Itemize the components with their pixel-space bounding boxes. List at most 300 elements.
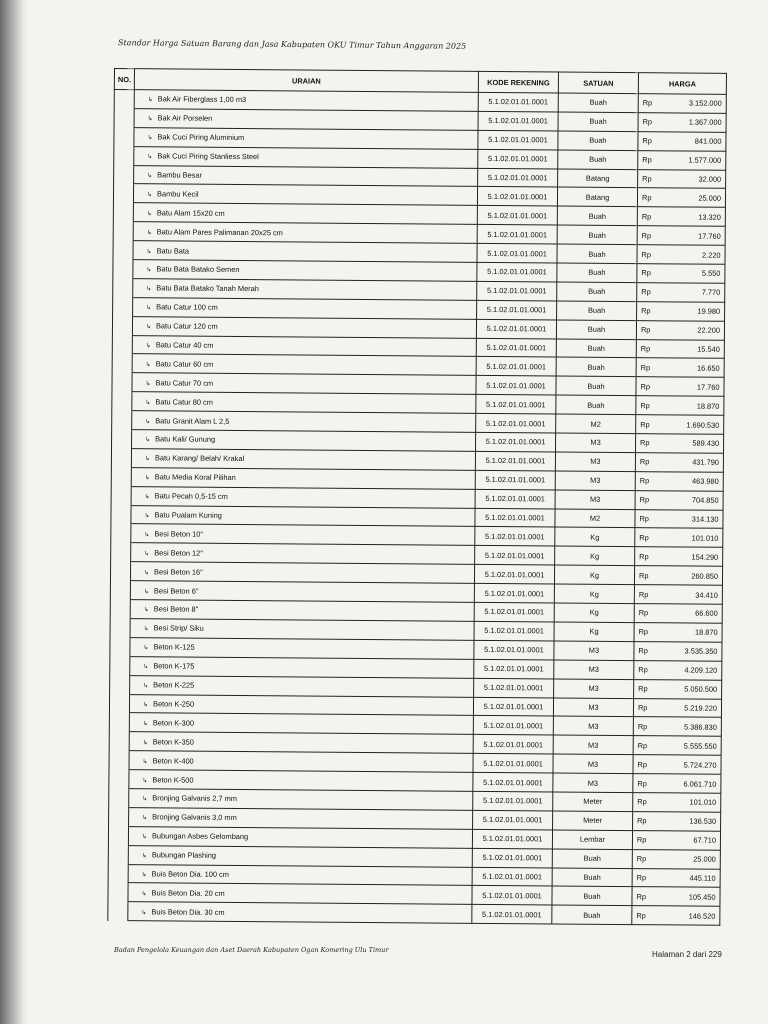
row-uraian-text: Bak Air Porselen xyxy=(157,113,213,124)
row-bullet-icon: ↳ xyxy=(147,135,153,142)
row-no-cell xyxy=(110,675,130,694)
price-table-container xyxy=(107,68,726,935)
row-harga: 445.110 xyxy=(658,868,720,887)
row-currency: Rp xyxy=(634,679,660,698)
row-no-cell xyxy=(111,486,131,505)
row-satuan: Buah xyxy=(556,320,636,340)
row-uraian-text: Beton K-125 xyxy=(153,642,195,652)
row-no-cell xyxy=(113,184,133,203)
row-currency: Rp xyxy=(633,793,659,812)
row-currency: Rp xyxy=(633,755,659,774)
row-kode-rekening: 5.1.02.01.01.0001 xyxy=(472,829,552,849)
row-kode-rekening: 5.1.02.01.01.0001 xyxy=(474,584,554,604)
row-bullet-icon: ↳ xyxy=(145,437,151,444)
row-no-cell xyxy=(111,505,131,524)
row-currency: Rp xyxy=(638,131,664,150)
row-kode-rekening: 5.1.02.01.01.0001 xyxy=(478,130,558,150)
row-bullet-icon: ↳ xyxy=(141,834,148,841)
row-bullet-icon: ↳ xyxy=(141,872,147,879)
row-bullet-icon: ↳ xyxy=(146,286,152,293)
row-satuan: M3 xyxy=(555,452,635,472)
row-harga: 136.530 xyxy=(659,812,721,831)
table-row xyxy=(108,902,720,926)
row-bullet-icon: ↳ xyxy=(143,645,149,652)
row-bullet-icon: ↳ xyxy=(142,739,148,747)
row-uraian-text: Batu Catur 40 cm xyxy=(155,340,214,350)
row-uraian-text: Bronjing Galvanis 2,7 mm xyxy=(152,793,237,804)
row-bullet-icon: ↳ xyxy=(142,796,148,803)
row-currency: Rp xyxy=(632,906,658,925)
row-uraian-text: Beton K-175 xyxy=(153,661,195,671)
row-kode-rekening: 5.1.02.01.01.0001 xyxy=(478,149,558,169)
row-no-cell xyxy=(109,732,129,751)
row-harga: 314.130 xyxy=(661,509,723,528)
row-no-cell xyxy=(108,826,128,845)
row-uraian-text: Bak Cuci Piring Aluminium xyxy=(157,132,245,143)
row-currency: Rp xyxy=(636,320,662,339)
row-kode-rekening: 5.1.02.01.01.0001 xyxy=(473,810,553,830)
row-no-cell xyxy=(110,656,130,675)
row-currency: Rp xyxy=(632,849,658,868)
row-currency: Rp xyxy=(634,641,660,660)
row-no-cell xyxy=(108,845,128,864)
row-satuan: Buah xyxy=(557,282,637,302)
row-kode-rekening: 5.1.02.01.01.0001 xyxy=(476,413,556,433)
row-harga: 431.790 xyxy=(661,453,723,472)
row-currency: Rp xyxy=(638,113,664,132)
row-satuan: Kg xyxy=(555,527,635,547)
row-no-cell xyxy=(109,770,129,789)
row-currency: Rp xyxy=(637,245,663,264)
row-satuan: M3 xyxy=(555,471,635,491)
row-currency: Rp xyxy=(637,226,663,245)
header-satuan: SATUAN xyxy=(558,72,638,94)
row-satuan: Kg xyxy=(555,546,635,566)
row-bullet-icon: ↳ xyxy=(142,721,148,728)
row-currency: Rp xyxy=(635,471,661,490)
row-currency: Rp xyxy=(632,887,658,906)
row-uraian-text: Batu Catur 120 cm xyxy=(155,321,218,331)
row-currency: Rp xyxy=(633,811,659,830)
row-currency: Rp xyxy=(637,207,663,226)
row-bullet-icon: ↳ xyxy=(144,551,150,558)
row-no-cell xyxy=(111,524,131,543)
row-no-cell xyxy=(114,146,134,165)
row-kode-rekening: 5.1.02.01.01.0001 xyxy=(476,319,556,339)
row-bullet-icon: ↳ xyxy=(144,569,150,576)
row-uraian-text: Buis Beton Dia. 20 cm xyxy=(151,888,225,898)
row-harga: 32.000 xyxy=(664,169,726,188)
row-bullet-icon: ↳ xyxy=(146,192,153,199)
row-currency: Rp xyxy=(634,566,660,585)
row-satuan: M3 xyxy=(553,773,633,793)
row-uraian-text: Batu Karang/ Belah/ Krakal xyxy=(154,453,245,464)
row-uraian-text: Batu Alam Pares Palimanan 20x25 cm xyxy=(156,227,283,238)
row-uraian-text: Beton K-500 xyxy=(152,774,194,785)
row-bullet-icon: ↳ xyxy=(147,97,153,104)
row-bullet-icon: ↳ xyxy=(141,909,147,917)
row-harga: 22.200 xyxy=(662,321,724,340)
row-kode-rekening: 5.1.02.01.01.0001 xyxy=(474,640,554,660)
row-bullet-icon: ↳ xyxy=(143,626,149,633)
row-no-cell xyxy=(113,260,133,279)
header-harga: HARGA xyxy=(638,73,726,95)
row-uraian-text: Bambu Besar xyxy=(157,170,203,180)
row-satuan: Meter xyxy=(553,792,633,812)
row-harga: 17.760 xyxy=(662,377,724,396)
row-uraian-text: Bak Air Fiberglass 1,00 m3 xyxy=(157,94,247,105)
row-kode-rekening: 5.1.02.01.01.0001 xyxy=(476,338,556,358)
row-harga: 5.219.220 xyxy=(659,698,721,717)
row-kode-rekening: 5.1.02.01.01.0001 xyxy=(473,697,553,717)
row-harga: 17.760 xyxy=(663,226,725,245)
row-kode-rekening: 5.1.02.01.01.0001 xyxy=(475,470,555,490)
row-currency: Rp xyxy=(633,717,659,736)
header-kode-rekening: KODE REKENING xyxy=(478,71,558,93)
row-bullet-icon: ↳ xyxy=(145,343,151,350)
row-currency: Rp xyxy=(633,736,659,755)
row-satuan: Kg xyxy=(554,565,634,585)
row-uraian-text: Bambu Kecil xyxy=(157,189,199,199)
row-satuan: Buah xyxy=(552,886,632,906)
row-satuan: M3 xyxy=(553,716,633,736)
row-no-cell xyxy=(113,278,133,297)
row-satuan: Batang xyxy=(558,169,638,189)
row-uraian-text: Batu Kali/ Gunung xyxy=(155,434,216,445)
row-bullet-icon: ↳ xyxy=(145,399,151,406)
row-currency: Rp xyxy=(633,698,659,717)
row-harga: 67.710 xyxy=(658,831,720,850)
row-harga: 34.410 xyxy=(660,585,722,604)
row-no-cell xyxy=(111,543,131,562)
row-uraian-text: Besi Beton 12" xyxy=(154,548,203,558)
row-bullet-icon: ↳ xyxy=(146,211,152,218)
row-harga: 154.290 xyxy=(661,547,723,566)
row-satuan: Kg xyxy=(554,603,634,623)
row-satuan: Buah xyxy=(558,131,638,151)
row-bullet-icon: ↳ xyxy=(145,418,151,425)
row-kode-rekening: 5.1.02.01.01.0001 xyxy=(477,206,557,226)
row-satuan: M3 xyxy=(554,660,634,680)
row-uraian-text: Beton K-300 xyxy=(152,718,195,728)
row-bullet-icon: ↳ xyxy=(143,588,149,595)
row-uraian-text: Batu Pecah 0,5-15 cm xyxy=(154,491,228,502)
row-currency: Rp xyxy=(638,169,664,188)
row-satuan: Buah xyxy=(552,849,632,869)
row-currency: Rp xyxy=(637,264,663,283)
row-currency: Rp xyxy=(634,585,660,604)
row-uraian-text: Batu Catur 70 cm xyxy=(155,378,214,388)
row-kode-rekening: 5.1.02.01.01.0001 xyxy=(478,92,558,112)
row-harga: 5.050.500 xyxy=(660,679,722,698)
row-satuan: Kg xyxy=(554,622,634,642)
row-harga: 18.870 xyxy=(662,396,724,415)
row-bullet-icon: ↳ xyxy=(142,777,148,784)
row-currency: Rp xyxy=(636,396,662,415)
row-uraian-text: Bubungan Asbes Gelombang xyxy=(151,831,249,842)
row-currency: Rp xyxy=(635,453,661,472)
row-harga: 260.850 xyxy=(660,566,722,585)
row-harga: 589.430 xyxy=(661,434,723,453)
row-currency: Rp xyxy=(634,660,660,679)
row-kode-rekening: 5.1.02.01.01.0001 xyxy=(478,168,558,188)
row-bullet-icon: ↳ xyxy=(144,494,150,501)
row-harga: 4.209.120 xyxy=(660,661,722,680)
row-kode-rekening: 5.1.02.01.01.0001 xyxy=(472,886,552,906)
row-no-cell xyxy=(110,562,130,581)
row-kode-rekening: 5.1.02.01.01.0001 xyxy=(473,772,553,792)
row-harga: 1.690.530 xyxy=(662,415,724,434)
row-uraian-text: Besi Beton 8" xyxy=(153,604,199,615)
row-harga: 101.010 xyxy=(661,528,723,547)
row-no-cell xyxy=(114,127,134,146)
row-no-cell xyxy=(112,373,132,392)
row-uraian-text: Bak Cuci Piring Stanliess Steel xyxy=(157,151,259,162)
page-number: Halaman 2 dari 229 xyxy=(652,950,722,959)
row-harga: 841.000 xyxy=(664,132,726,151)
row-bullet-icon: ↳ xyxy=(141,891,147,898)
row-satuan: Buah xyxy=(557,225,637,245)
row-no-cell xyxy=(108,902,128,921)
row-bullet-icon: ↳ xyxy=(142,758,148,765)
row-kode-rekening: 5.1.02.01.01.0001 xyxy=(473,735,553,755)
row-bullet-icon: ↳ xyxy=(144,456,150,463)
row-harga: 3.152.000 xyxy=(664,94,726,113)
row-kode-rekening: 5.1.02.01.01.0001 xyxy=(477,243,557,263)
row-no-cell xyxy=(112,430,132,449)
row-harga: 7.770 xyxy=(663,283,725,302)
row-currency: Rp xyxy=(636,377,662,396)
row-kode-rekening: 5.1.02.01.01.0001 xyxy=(472,905,552,925)
row-currency: Rp xyxy=(638,150,664,169)
row-harga: 704.850 xyxy=(661,491,723,510)
row-harga: 5.724.270 xyxy=(659,755,721,774)
document-page xyxy=(26,0,768,1024)
row-kode-rekening: 5.1.02.01.01.0001 xyxy=(477,300,557,320)
row-satuan: Buah xyxy=(558,93,638,113)
row-currency: Rp xyxy=(635,509,661,528)
row-no-cell xyxy=(114,90,134,109)
document-footer-agency: Badan Pengelola Keuangan dan Aset Daerah Kabupaten Ogan Komering Ulu Timur xyxy=(114,946,389,954)
row-currency: Rp xyxy=(634,604,660,623)
row-harga: 19.980 xyxy=(663,302,725,321)
row-satuan: Buah xyxy=(557,244,637,264)
row-bullet-icon: ↳ xyxy=(141,853,147,860)
row-kode-rekening: 5.1.02.01.01.0001 xyxy=(473,754,553,774)
row-no-cell xyxy=(112,316,132,335)
row-uraian-text: Batu Pualam Kuning xyxy=(154,510,222,520)
row-uraian-text: Besi Beton 10" xyxy=(154,529,204,539)
row-kode-rekening: 5.1.02.01.01.0001 xyxy=(472,848,552,868)
row-no-cell xyxy=(110,618,130,637)
row-harga: 18.870 xyxy=(660,623,722,642)
row-currency: Rp xyxy=(633,774,659,793)
row-satuan: M3 xyxy=(553,754,633,774)
row-bullet-icon: ↳ xyxy=(146,267,152,274)
row-uraian-text: Besi Strip/ Siku xyxy=(153,623,204,634)
row-kode-rekening: 5.1.02.01.01.0001 xyxy=(474,678,554,698)
row-kode-rekening: 5.1.02.01.01.0001 xyxy=(472,867,552,887)
row-kode-rekening: 5.1.02.01.01.0001 xyxy=(473,791,553,811)
row-no-cell xyxy=(112,392,132,411)
row-harga: 25.000 xyxy=(658,849,720,868)
row-satuan: M3 xyxy=(554,641,634,661)
row-no-cell xyxy=(110,600,130,619)
price-table xyxy=(107,68,727,926)
row-kode-rekening: 5.1.02.01.01.0001 xyxy=(475,489,555,509)
row-no-cell xyxy=(111,467,131,486)
row-bullet-icon: ↳ xyxy=(144,532,150,539)
row-kode-rekening: 5.1.02.01.01.0001 xyxy=(474,621,554,641)
row-currency: Rp xyxy=(636,339,662,358)
row-bullet-icon: ↳ xyxy=(143,664,149,671)
row-harga: 5.386.830 xyxy=(659,717,721,736)
row-no-cell xyxy=(109,751,129,770)
row-bullet-icon: ↳ xyxy=(147,116,153,123)
row-no-cell xyxy=(108,864,128,883)
row-satuan: Buah xyxy=(558,112,638,132)
row-satuan: Lembar xyxy=(552,830,632,850)
row-uraian-text: Batu Catur 80 cm xyxy=(155,397,213,407)
header-uraian: URAIAN xyxy=(134,69,478,93)
row-harga: 105.450 xyxy=(658,887,720,906)
row-uraian xyxy=(128,902,472,924)
row-no-cell xyxy=(112,354,132,373)
row-bullet-icon: ↳ xyxy=(146,248,152,255)
row-uraian-text: Batu Media Koral Pilihan xyxy=(154,472,236,483)
row-satuan: Buah xyxy=(556,376,636,396)
row-no-cell xyxy=(108,883,128,902)
row-uraian-text: Batu Alam 15x20 cm xyxy=(156,208,225,218)
row-harga: 101.010 xyxy=(659,793,721,812)
row-bullet-icon: ↳ xyxy=(146,305,152,312)
row-uraian-text: Batu Catur 100 cm xyxy=(156,302,218,313)
row-kode-rekening: 5.1.02.01.01.0001 xyxy=(474,602,554,622)
row-uraian-text: Beton K-400 xyxy=(152,755,194,766)
row-currency: Rp xyxy=(635,490,661,509)
row-satuan: Buah xyxy=(552,867,632,887)
row-kode-rekening: 5.1.02.01.01.0001 xyxy=(477,262,557,282)
row-harga: 1.367.000 xyxy=(664,113,726,132)
row-currency: Rp xyxy=(636,415,662,434)
row-uraian-text: Batu Bata Batako Tanah Merah xyxy=(156,283,259,294)
header-no: NO. xyxy=(114,69,134,90)
row-kode-rekening: 5.1.02.01.01.0001 xyxy=(476,357,556,377)
row-satuan: Meter xyxy=(553,811,633,831)
row-uraian-text: Besi Beton 16" xyxy=(154,567,203,577)
table-body xyxy=(108,90,727,926)
row-currency: Rp xyxy=(637,283,663,302)
row-uraian-text: Batu Granit Alam L 2,5 xyxy=(155,415,230,426)
row-kode-rekening: 5.1.02.01.01.0001 xyxy=(477,281,557,301)
row-currency: Rp xyxy=(632,830,658,849)
row-kode-rekening: 5.1.02.01.01.0001 xyxy=(476,432,556,452)
row-harga: 5.555.550 xyxy=(659,736,721,755)
row-uraian-text: Buis Beton Dia. 30 cm xyxy=(151,907,225,917)
row-kode-rekening: 5.1.02.01.01.0001 xyxy=(475,508,555,528)
row-currency: Rp xyxy=(637,301,663,320)
row-kode-rekening: 5.1.02.01.01.0001 xyxy=(475,451,555,471)
row-harga: 463.980 xyxy=(661,472,723,491)
row-no-cell xyxy=(109,807,129,826)
row-no-cell xyxy=(112,411,132,430)
row-currency: Rp xyxy=(635,547,661,566)
row-bullet-icon: ↳ xyxy=(144,475,150,482)
row-no-cell xyxy=(111,448,131,467)
row-satuan: M3 xyxy=(553,735,633,755)
row-currency: Rp xyxy=(632,868,658,887)
row-currency: Rp xyxy=(636,358,662,377)
document-header-title: Standar Harga Satuan Barang dan Jasa Kabupaten OKU Timur Tahun Anggaran 2025 xyxy=(117,38,467,51)
row-kode-rekening: 5.1.02.01.01.0001 xyxy=(475,527,555,547)
row-currency: Rp xyxy=(637,188,663,207)
row-no-cell xyxy=(113,203,133,222)
row-currency: Rp xyxy=(635,528,661,547)
row-harga: 3.535.350 xyxy=(660,642,722,661)
row-harga: 5.550 xyxy=(663,264,725,283)
row-bullet-icon: ↳ xyxy=(144,513,150,520)
row-satuan: M2 xyxy=(555,509,635,529)
row-satuan: M3 xyxy=(555,490,635,510)
row-satuan: Buah xyxy=(558,150,638,170)
row-currency: Rp xyxy=(634,623,660,642)
row-no-cell xyxy=(110,581,130,600)
row-satuan: M3 xyxy=(553,697,633,717)
row-bullet-icon: ↳ xyxy=(147,154,153,161)
row-bullet-icon: ↳ xyxy=(145,324,152,331)
row-uraian-text: Batu Bata Batako Semen xyxy=(156,264,240,275)
row-bullet-icon: ↳ xyxy=(142,702,149,709)
row-no-cell xyxy=(114,165,134,184)
row-currency: Rp xyxy=(638,94,664,113)
row-kode-rekening: 5.1.02.01.01.0001 xyxy=(477,187,557,207)
row-kode-rekening: 5.1.02.01.01.0001 xyxy=(474,565,554,585)
row-kode-rekening: 5.1.02.01.01.0001 xyxy=(476,376,556,396)
row-no-cell xyxy=(113,297,133,316)
row-harga: 6.061.710 xyxy=(659,774,721,793)
row-harga: 2.220 xyxy=(663,245,725,264)
row-harga: 25.000 xyxy=(663,188,725,207)
row-bullet-icon: ↳ xyxy=(145,362,151,369)
row-kode-rekening: 5.1.02.01.01.0001 xyxy=(473,716,553,736)
row-satuan: M3 xyxy=(555,433,635,453)
row-harga: 146.520 xyxy=(658,906,720,925)
row-satuan: Buah xyxy=(557,263,637,283)
row-uraian-text: Besi Beton 6" xyxy=(153,585,199,596)
row-no-cell xyxy=(110,637,130,656)
row-no-cell xyxy=(114,108,134,127)
row-kode-rekening: 5.1.02.01.01.0001 xyxy=(476,395,556,415)
row-harga: 1.577.000 xyxy=(664,150,726,169)
row-satuan: Buah xyxy=(552,905,632,925)
row-kode-rekening: 5.1.02.01.01.0001 xyxy=(477,225,557,245)
row-uraian-text: Batu Catur 60 cm xyxy=(155,359,214,369)
row-satuan: Kg xyxy=(554,584,634,604)
row-uraian-text: Buis Beton Dia. 100 cm xyxy=(151,869,229,879)
row-satuan: Buah xyxy=(556,339,636,359)
row-satuan: Buah xyxy=(557,206,637,226)
row-no-cell xyxy=(112,335,132,354)
row-harga: 66.600 xyxy=(660,604,722,623)
row-uraian-text: Bubungan Plashing xyxy=(151,850,216,860)
row-uraian-text: Beton K-225 xyxy=(153,680,195,690)
row-no-cell xyxy=(109,713,129,732)
row-currency: Rp xyxy=(635,434,661,453)
row-satuan: Buah xyxy=(556,357,636,377)
row-uraian-text: Beton K-250 xyxy=(153,699,195,709)
row-bullet-icon: ↳ xyxy=(143,607,149,614)
row-bullet-icon: ↳ xyxy=(145,381,151,388)
